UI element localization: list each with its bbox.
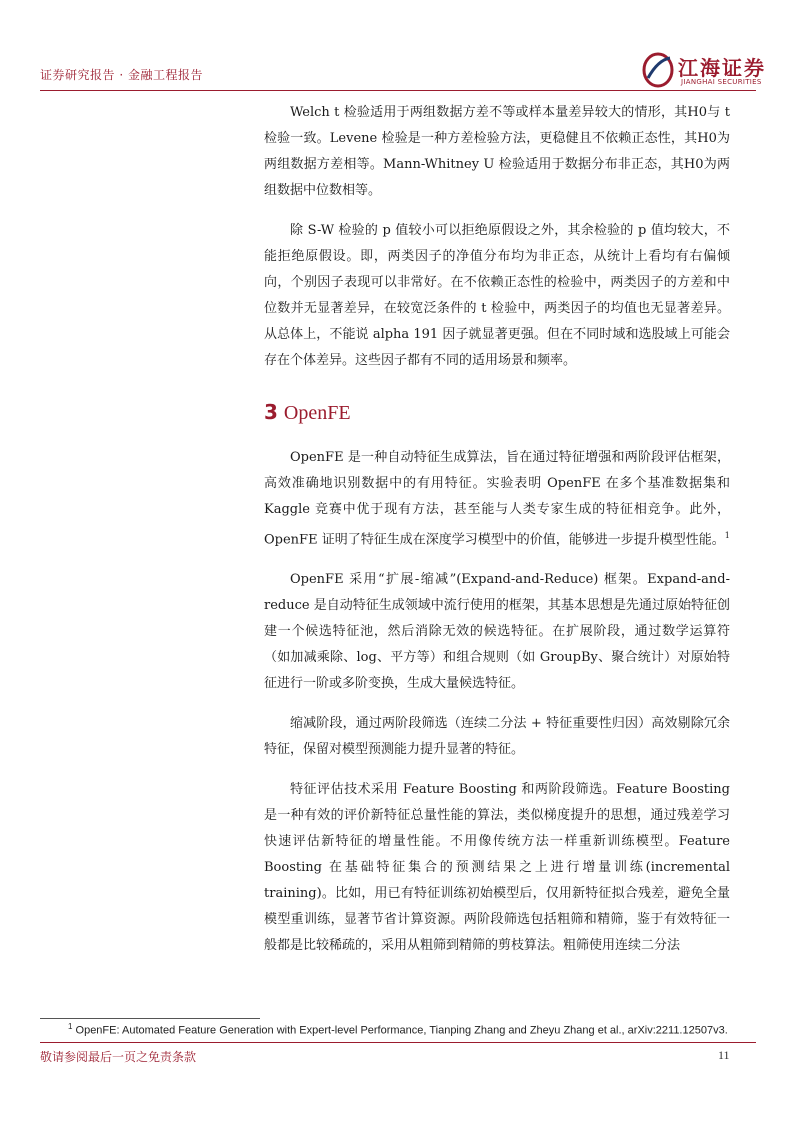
footnote [68, 1022, 728, 1037]
paragraph-feature-boosting: 特征评估技术采用 Feature Boosting 和两阶段筛选。Feature Boosting 是一种有效的评价新特征总量性能的算法，类似梯度提升的思想，通过残差学习快速评估新特征的增量性能。不用像传统方法一样重新训练模型。Feature Boosting 在基础特征集合的预测结果之上进行增量训练(incremental training)。比如，用已有特征训练初始模型后，仅用新特征拟合残差，避免全量模型重训练，显著节省计算资源。两阶段筛选包括粗筛和精筛，鉴于有效特征一般都是比较稀疏的，采用从粗筛到精筛的剪枝算法。粗筛使用连续二分法 [264, 782, 730, 954]
main-content [264, 100, 730, 973]
logo-chinese-name: 江海证券 [678, 56, 766, 80]
footnote-reference[interactable]: 1 [724, 531, 730, 540]
paragraph-openfe-intro [264, 445, 730, 553]
section-number: 3 [264, 400, 278, 424]
footer-disclaimer: 敬请参阅最后一页之免责条款 [40, 1050, 197, 1064]
paragraph-test-results: 除 S-W 检验的 p 值较小可以拒绝原假设之外，其余检验的 p 值均较大，不能拒绝原假设。即，两类因子的净值分布均为非正态，从统计上看均有右偏倾向，个别因子表现可以非常好。在不依赖正态性的检验中，两类因子的方差和中位数并无显著差异，在较宽泛条件的 t 检验中，两类因子的均值也无显著差异。从总体上，不能说 alpha 191 因子就显著更强。但在不同时域和选股域上可能会存在个体差异。这些因子都有不同的适用场景和频率。 [264, 223, 730, 368]
footnote-mark: 1 [68, 1022, 73, 1031]
header-report-type: 证券研究报告 · 金融工程报告 [40, 68, 203, 82]
paragraph-openfe-intro-text: OpenFE 是一种自动特征生成算法，旨在通过特征增强和两阶段评估框架，高效准确地识别数据中的有用特征。实验表明 OpenFE 在多个基准数据集和 Kaggle 竞赛中优于现有方法，甚至能与人类专家生成的特征相竞争。此外，OpenFE 证明了特征生成在深度学习模型中的价值，能够进一步提升模型性能。 [264, 450, 730, 548]
header-divider [40, 90, 756, 91]
logo-english-name: JIANGHAI SECURITIES [681, 78, 762, 86]
paragraph-reduce-stage: 缩减阶段，通过两阶段筛选（连续二分法 + 特征重要性归因）高效剔除冗余特征，保留对模型预测能力提升显著的特征。 [264, 716, 730, 758]
section-heading [264, 400, 730, 425]
footnote-divider [40, 1018, 260, 1019]
paragraph-expand-reduce: OpenFE 采用“扩展-缩减”(Expand-and-Reduce) 框架。Expand-and-reduce 是自动特征生成领域中流行使用的框架，其基本思想是先通过原始特征创建一个候选特征池，然后消除无效的候选特征。在扩展阶段，通过数学运算符（如加减乘除、log、平方等）和组合规则（如 GroupBy、聚合统计）对原始特征进行一阶或多阶变换，生成大量候选特征。 [264, 572, 730, 692]
paragraph-welch-test: Welch t 检验适用于两组数据方差不等或样本量差异较大的情形，其H0与 t 检验一致。Levene 检验是一种方差检验方法，更稳健且不依赖正态性，其H0为两组数据方差相等。Mann-Whitney U 检验适用于数据分布非正态，其H0为两组数据中位数相等。 [264, 105, 730, 198]
section-title: OpenFE [283, 402, 351, 424]
footnote-text: OpenFE: Automated Feature Generation with Expert-level Performance, Tianping Zhang and Zheyu Zhang et al., arXiv:2211.12507v3. [75, 1024, 728, 1037]
page-number: 11 [718, 1048, 730, 1062]
footer-divider [40, 1042, 756, 1043]
